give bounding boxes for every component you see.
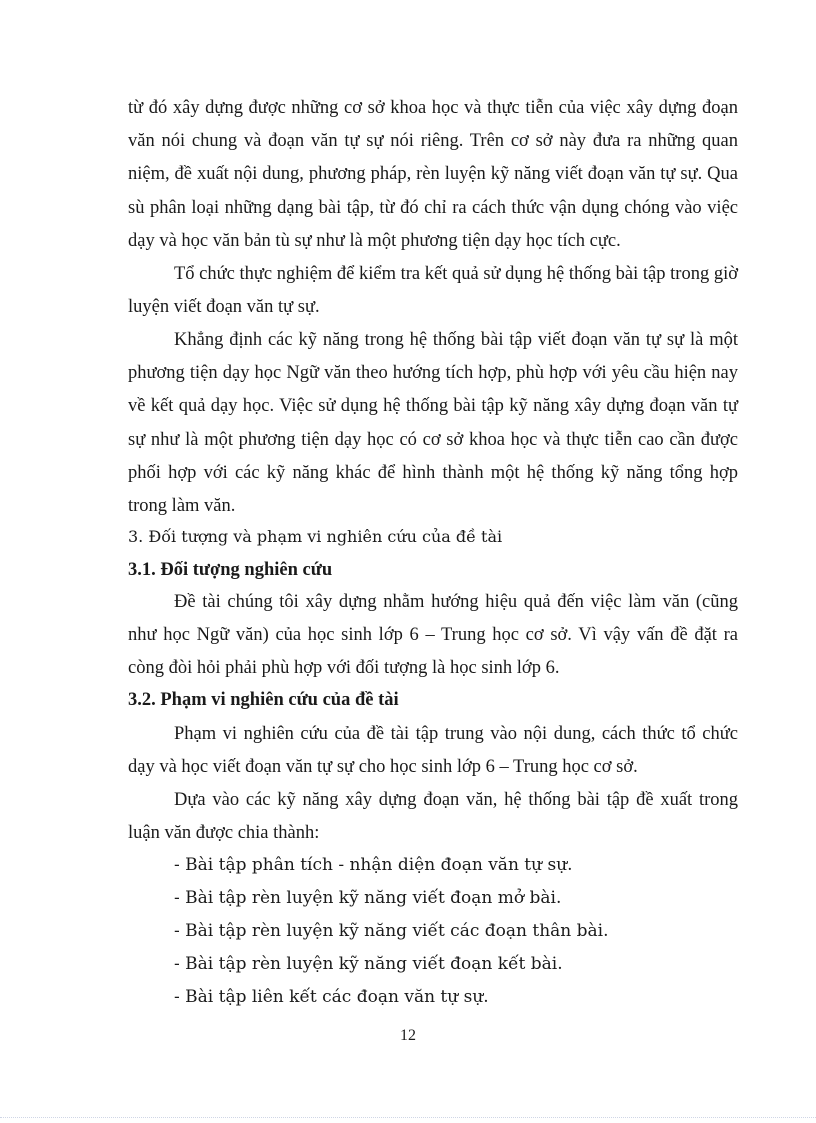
- page-number: 12: [400, 1027, 416, 1044]
- list-item: - Bài tập liên kết các đoạn văn tự sự.: [174, 987, 489, 1007]
- page-bottom-divider: [0, 1117, 816, 1118]
- list-item: - Bài tập rèn luyện kỹ năng viết đoạn kết bài.: [174, 954, 563, 974]
- paragraph-experiment: Tổ chức thực nghiệm để kiểm tra kết quả sử dụng hệ thống bài tập trong giờ luyện viết đoạn văn tự sự.: [128, 264, 738, 318]
- list-item: - Bài tập rèn luyện kỹ năng viết các đoạn thân bài.: [174, 921, 609, 941]
- section-3-2-paragraph-1: Phạm vi nghiên cứu của đề tài tập trung vào nội dung, cách thức tổ chức dạy và học viết đoạn văn tự sự cho học sinh lớp 6 – Trung học cơ sở.: [128, 724, 738, 778]
- section-3-2-paragraph-2: Dựa vào các kỹ năng xây dựng đoạn văn, hệ thống bài tập đề xuất trong luận văn được chia thành:: [128, 790, 738, 844]
- list-item: - Bài tập rèn luyện kỹ năng viết đoạn mở bài.: [174, 888, 562, 908]
- section-3-2-heading: 3.2. Phạm vi nghiên cứu của đề tài: [128, 690, 399, 710]
- list-item: - Bài tập phân tích - nhận diện đoạn văn tự sự.: [174, 855, 573, 875]
- section-3-1-heading: 3.1. Đối tượng nghiên cứu: [128, 560, 333, 580]
- paragraph-affirmation: Khẳng định các kỹ năng trong hệ thống bài tập viết đoạn văn tự sự là một phương tiện dạy học Ngữ văn theo hướng tích hợp, phù hợp với yêu cầu hiện nay về kết quả dạy học. Việc sử dụng hệ thống bài tập kỹ năng xây dựng đoạn văn tự sự như là một phương tiện dạy học có cơ sở khoa học và thực tiễn cao cần được phối hợp với các kỹ năng khác để hình thành một hệ thống kỹ năng tổng hợp trong làm văn.: [128, 330, 738, 517]
- paragraph-intro: từ đó xây dựng được những cơ sở khoa học và thực tiễn của việc xây dựng đoạn văn nói chung và đoạn văn tự sự nói riêng. Trên cơ sở này đưa ra những quan niệm, đề xuất nội dung, phương pháp, rèn luyện kỹ năng viết đoạn văn tự sự. Qua sù phân loại những dạng bài tập, từ đó chỉ ra cách thức vận dụng chóng vào việc dạy và học văn bản tù sự như là một phương tiện dạy học tích cực.: [128, 98, 738, 251]
- section-3-heading: 3. Đối tượng và phạm vi nghiên cứu của đề tài: [128, 527, 503, 546]
- section-3-1-paragraph: Đề tài chúng tôi xây dựng nhằm hướng hiệu quả đến việc làm văn (cũng như học Ngữ văn) của học sinh lớp 6 – Trung học cơ sở. Vì vậy vấn đề đặt ra còng đòi hỏi phải phù hợp với đối tượng là học sinh lớp 6.: [128, 592, 738, 679]
